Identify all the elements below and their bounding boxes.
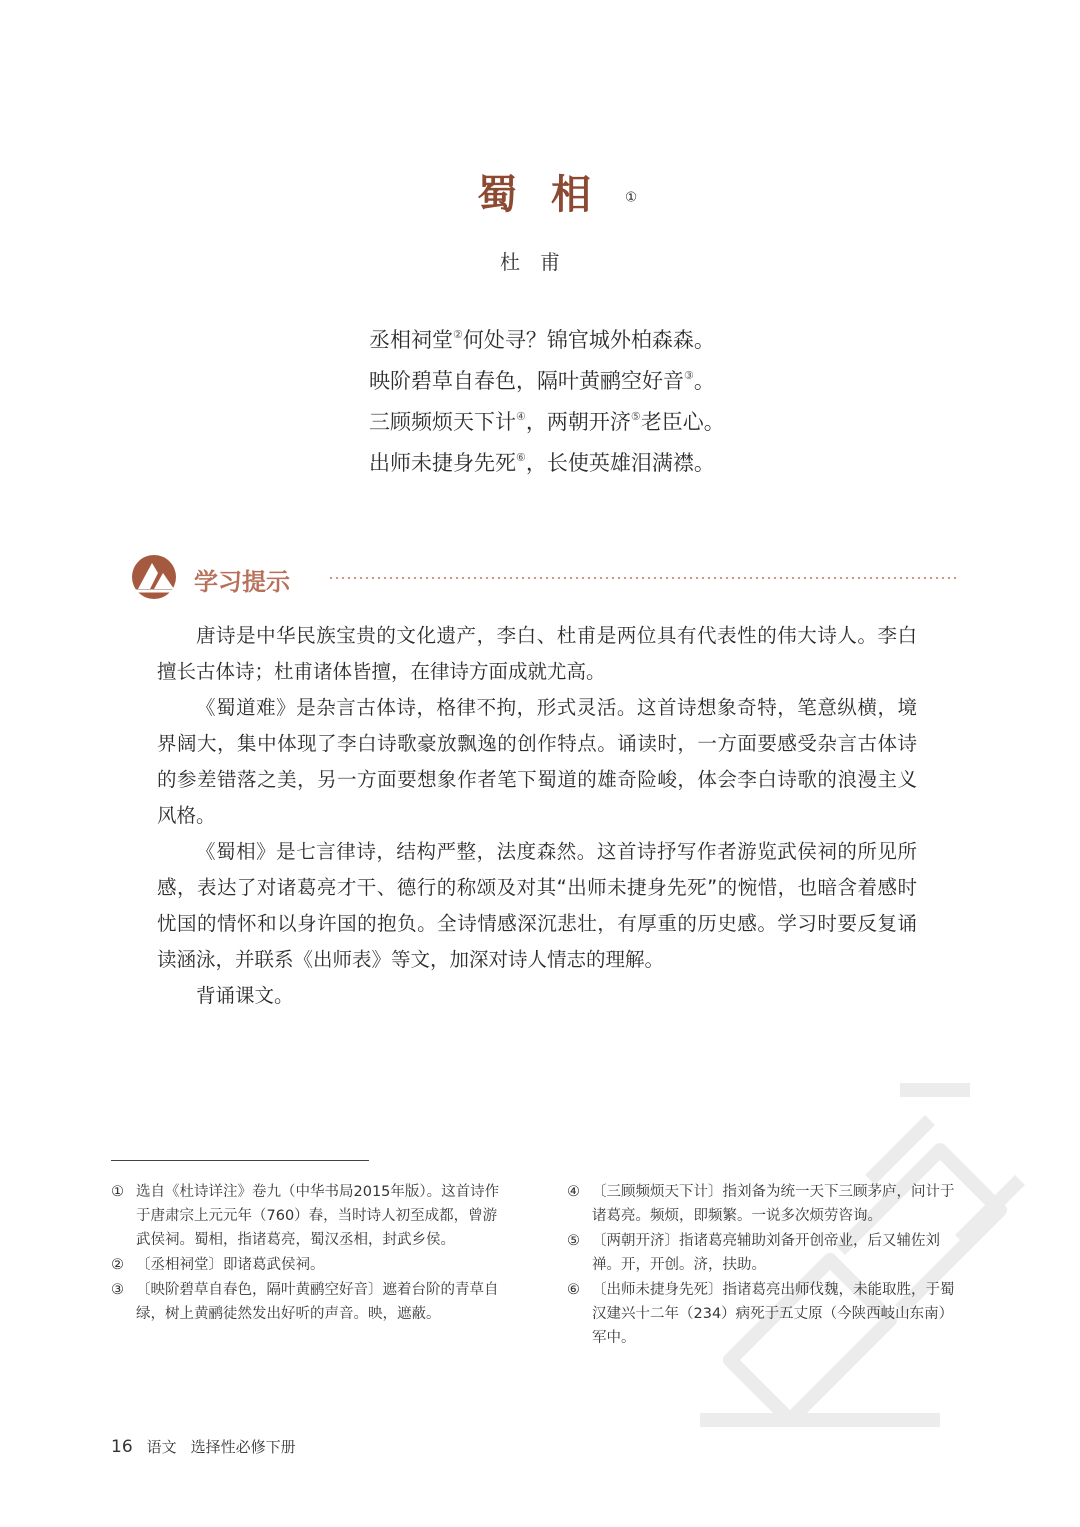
poem-line: 丞相祠堂②何处寻？锦官城外柏森森。 [369, 328, 715, 352]
page-number: 16 [111, 1437, 133, 1457]
poem-line: 映阶碧草自春色，隔叶黄鹂空好音③。 [369, 369, 715, 393]
footnote: ④ 〔三顾频烦天下计〕指刘备为统一天下三顾茅庐，问计于诸葛亮。频烦，即频繁。一说多次烦劳咨询。 [567, 1184, 955, 1224]
poem-body [369, 317, 829, 481]
section-divider [328, 577, 960, 579]
footer-subject: 语文 [146, 1438, 177, 1456]
title-note-mark: ① [625, 190, 637, 206]
footnotes-right [567, 1180, 962, 1351]
tips-paragraph: 《蜀道难》是杂言古体诗，格律不拘，形式灵活。这首诗想象奇特，笔意纵横，境界阔大，集中体现了李白诗歌豪放飘逸的创作特点。诵读时，一方面要感受杂言古体诗的参差错落之美，另一方面要想象作者笔下蜀道的雄奇险峻，体会李白诗歌的浪漫主义风格。 [157, 696, 917, 827]
poem-line: 三顾频烦天下计④，两朝开济⑤老臣心。 [369, 410, 725, 434]
tips-paragraph: 背诵课文。 [196, 984, 294, 1007]
tips-paragraph: 唐诗是中华民族宝贵的文化遗产，李白、杜甫是两位具有代表性的伟大诗人。李白擅长古体诗；杜甫诸体皆擅，在律诗方面成就尤高。 [157, 624, 917, 683]
footer-book: 选择性必修下册 [190, 1438, 296, 1456]
tips-paragraph: 《蜀相》是七言律诗，结构严整，法度森然。这首诗抒写作者游览武侯祠的所见所感，表达了对诸葛亮才干、德行的称颂及对其“出师未捷身先死”的惋惜，也暗含着感时忧国的情怀和以身许国的抱负。全诗情感深沉悲壮，有厚重的历史感。学习时要反复诵读涵泳，并联系《出师表》等文，加深对诗人情志的理解。 [157, 840, 917, 971]
footnote: ① 选自《杜诗详注》卷九（中华书局2015年版）。这首诗作于唐肃宗上元元年（760）春，当时诗人初至成都，曾游武侯祠。蜀相，指诸葛亮，蜀汉丞相，封武乡侯。 [111, 1184, 500, 1248]
page-footer [111, 1436, 296, 1457]
footnote: ⑤ 〔两朝开济〕指诸葛亮辅助刘备开创帝业，后又辅佐刘禅。开，开创。济，扶助。 [567, 1233, 940, 1273]
poem-title: 蜀相 [477, 171, 626, 218]
poem-author: 杜甫 [500, 250, 580, 274]
poem-line: 出师未捷身先死⑥，长使英雄泪满襟。 [369, 451, 715, 475]
footnotes-left [111, 1180, 503, 1327]
study-tips-header [130, 553, 960, 603]
footnote: ⑥ 〔出师未捷身先死〕指诸葛亮出师伐魏，未能取胜，于蜀汉建兴十二年（234）病死于五丈原（今陕西岐山东南）军中。 [567, 1282, 955, 1346]
study-tips-icon [130, 553, 182, 601]
poem-title-block [0, 163, 1080, 220]
footnote: ② 〔丞相祠堂〕即诸葛武侯祠。 [111, 1257, 325, 1273]
study-tips-text [157, 618, 917, 1014]
study-tips-title: 学习提示 [194, 568, 290, 596]
footnote: ③ 〔映阶碧草自春色，隔叶黄鹂空好音〕遮着台阶的青草自绿，树上黄鹂徒然发出好听的声音。映，遮蔽。 [111, 1282, 499, 1322]
footnote-rule [111, 1160, 369, 1161]
